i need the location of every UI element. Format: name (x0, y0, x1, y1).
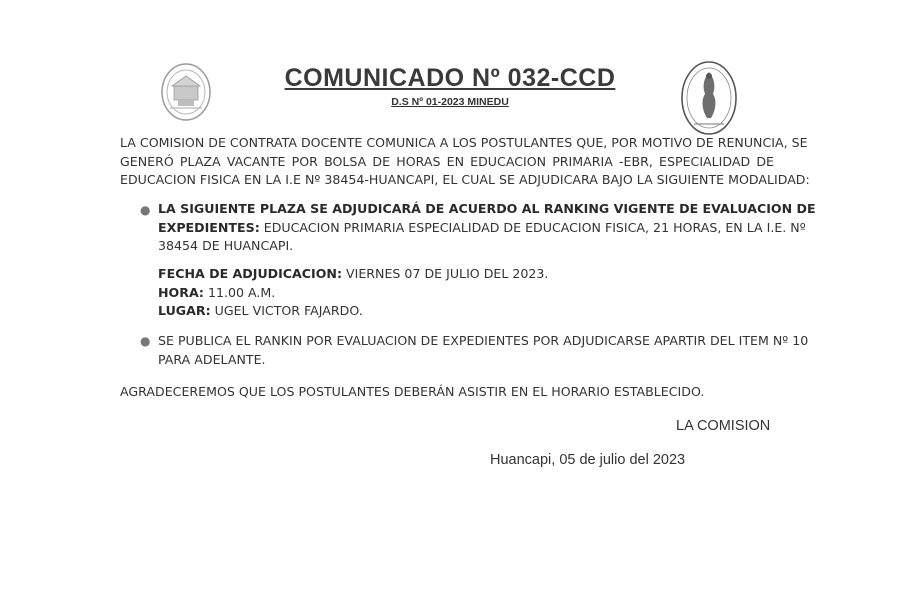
bullet-item-ranking-publication (158, 332, 809, 369)
page-subtitle: D.S Nº 01-2023 MINEDU (391, 96, 509, 108)
signature: LA COMISION (676, 418, 771, 434)
lugar-label: LUGAR: (158, 303, 211, 318)
bullet-text: EDUCACION PRIMARIA ESPECIALIDAD DE EDUCACION FISICA, 21 HORAS, EN LA I.E. Nº (259, 219, 806, 235)
bullet-text: SE PUBLICA EL RANKIN POR EVALUACION DE EXPEDIENTES POR ADJUDICARSE APARTIR DEL ITEM Nº 10 (158, 333, 809, 348)
bullet-text: PARA ADELANTE. (158, 351, 266, 367)
intro-line: LA COMISION DE CONTRATA DOCENTE COMUNICA A LOS POSTULANTES QUE, POR MOTIVO DE RENUNCIA, SE (120, 135, 808, 150)
hora-label: HORA: (158, 284, 204, 300)
intro-line: GENERÓ PLAZA VACANTE POR BOLSA DE HORAS EN EDUCACION PRIMARIA -EBR, ESPECIALIDAD DE (120, 153, 774, 169)
fecha-value: VIERNES 07 DE JULIO DEL 2023. (342, 266, 549, 281)
left-emblem-seal (160, 62, 212, 122)
date-place: Huancapi, 05 de julio del 2023 (490, 452, 686, 468)
bullet-text: 38454 DE HUANCAPI. (158, 238, 294, 253)
bullet-bold-label: EXPEDIENTES: (158, 219, 260, 235)
bullet-bold-text: LA SIGUIENTE PLAZA SE ADJUDICARÁ DE ACUERDO AL RANKING VIGENTE DE EVALUACION DE (158, 201, 816, 216)
intro-paragraph (120, 134, 810, 190)
lugar-value: UGEL VICTOR FAJARDO. (210, 303, 363, 318)
bullet-item-ranking (158, 200, 816, 256)
page-title: COMUNICADO Nº 032-CCD (284, 64, 616, 92)
fecha-label: FECHA DE ADJUDICACION: (158, 266, 343, 281)
intro-line: EDUCACION FISICA EN LA I.E Nº 38454-HUANCAPI, EL CUAL SE ADJUDICARA BAJO LA SIGUIENTE MODALIDAD: (120, 172, 810, 187)
bullet-icon: ● (140, 203, 151, 217)
adjudication-details (158, 265, 775, 321)
hora-value: 11.00 A.M. (203, 284, 276, 300)
right-emblem-seal (680, 60, 738, 136)
closing-note: AGRADECEREMOS QUE LOS POSTULANTES DEBERÁN ASISTIR EN EL HORARIO ESTABLECIDO. (120, 384, 705, 399)
bullet-icon: ● (140, 334, 151, 348)
